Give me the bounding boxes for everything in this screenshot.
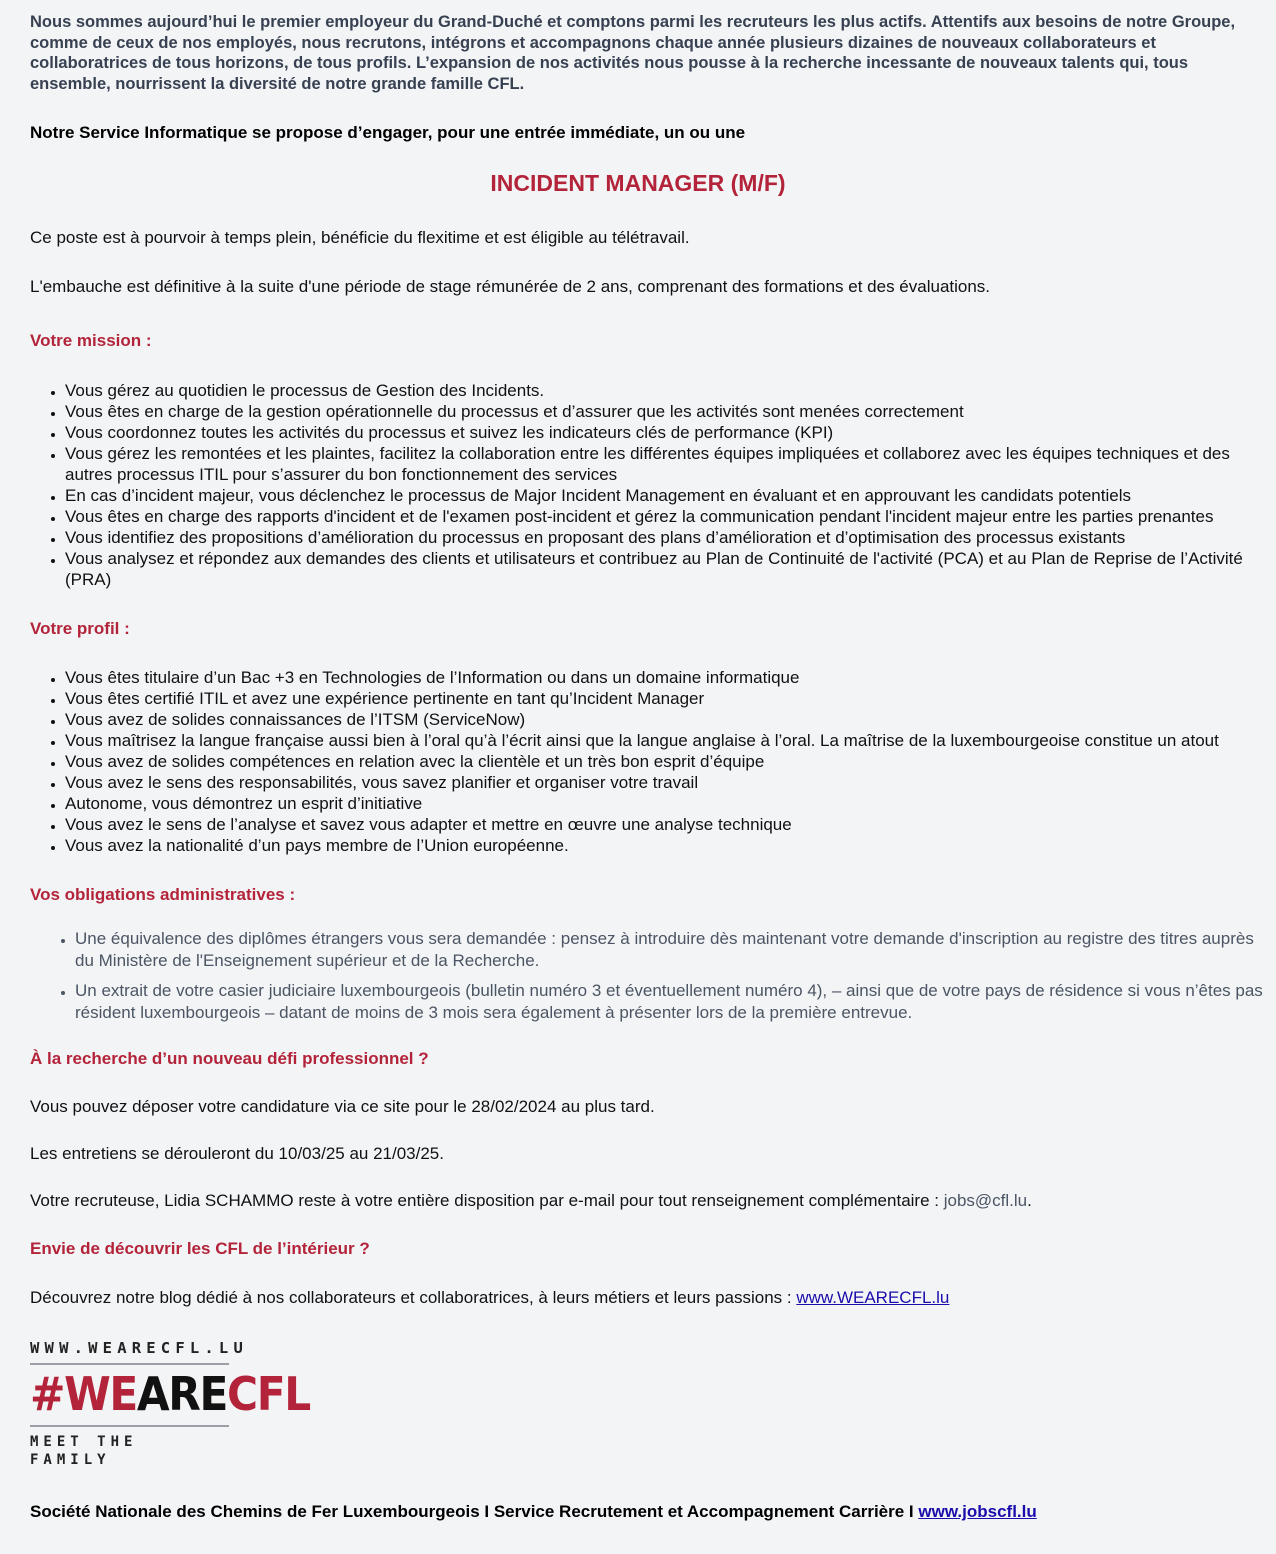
profile-item: • Vous êtes titulaire d’un Bac +3 en Technologies de l’Information ou dans un domaine informatique xyxy=(65,667,1266,688)
obligation-item: • Un extrait de votre casier judiciaire luxembourgeois (bulletin numéro 3 et éventuellement numéro 4), – ainsi que de votre pays de résidence si vous n’êtes pas résident luxembourgeois – datant de moins de 3 mois sera également à présenter lors de la première entrevue. xyxy=(75,980,1266,1023)
profile-item: • Autonome, vous démontrez un esprit d’initiative xyxy=(65,793,1266,814)
profile-item: • Vous avez de solides compétences en relation avec la clientèle et un très bon esprit d’équipe xyxy=(65,751,1266,772)
logo-divider xyxy=(30,1425,229,1427)
profile-item: • Vous avez de solides connaissances de l’ITSM (ServiceNow) xyxy=(65,709,1266,730)
contact-paragraph xyxy=(30,1190,1266,1211)
mission-item: • Vous êtes en charge des rapports d'incident et de l'examen post-incident et gérez la communication pendant l'incident majeur entre les parties prenantes xyxy=(65,506,1266,527)
logo-url-text: WWW.WEARECFL.LU xyxy=(30,1339,248,1357)
mission-item: • Vous gérez au quotidien le processus de Gestion des Incidents. xyxy=(65,380,1266,401)
logo-are: ARE xyxy=(136,1367,228,1421)
mission-heading: Votre mission : xyxy=(30,331,152,350)
contact-email[interactable]: jobs@cfl.lu xyxy=(943,1191,1028,1210)
wearecfl-logo xyxy=(30,1339,310,1469)
profile-item: • Vous avez la nationalité d’un pays membre de l’Union européenne. xyxy=(65,835,1266,856)
mission-item: • Vous gérez les remontées et les plaintes, facilitez la collaboration entre les différentes équipes impliquées et collaborez avec les équipes techniques et des autres processus ITIL pour s’assurer du bon fonctionnement des services xyxy=(65,443,1266,485)
condition-probation: L'embauche est définitive à la suite d'une période de stage rémunérée de 2 ans, comprenant des formations et des évaluations. xyxy=(30,277,991,296)
jobscfl-link[interactable]: www.jobscfl.lu xyxy=(918,1502,1037,1521)
mission-item: • En cas d’incident majeur, vous déclenchez le processus de Major Incident Management en évaluant et en approuvant les candidats potentiels xyxy=(65,485,1266,506)
lead-sentence: Notre Service Informatique se propose d’engager, pour une entrée immédiate, un ou une xyxy=(30,123,746,142)
contact-text: Votre recruteuse, Lidia SCHAMMO reste à votre entière disposition par e-mail pour tout renseignement complémentaire : xyxy=(30,1191,944,1210)
profile-list xyxy=(30,667,1266,856)
profile-heading: Votre profil : xyxy=(30,619,130,638)
interview-dates: Les entretiens se dérouleront du 10/03/25 au 21/03/25. xyxy=(30,1144,444,1163)
obligations-list xyxy=(30,928,1266,1023)
challenge-heading: À la recherche d’un nouveau défi professionnel ? xyxy=(30,1049,429,1068)
discover-heading: Envie de découvrir les CFL de l’intérieur ? xyxy=(30,1239,370,1258)
discover-text: Découvrez notre blog dédié à nos collaborateurs et collaboratrices, à leurs métiers et leurs passions : xyxy=(30,1288,797,1307)
mission-item: • Vous analysez et répondez aux demandes des clients et utilisateurs et contribuez au Plan de Continuité de l'activité (PCA) et au Plan de Reprise de l’Activité (PRA) xyxy=(65,548,1266,590)
job-title: INCIDENT MANAGER (M/F) xyxy=(490,170,786,196)
logo-tagline: MEET THE FAMILY xyxy=(30,1434,138,1468)
profile-item: • Vous êtes certifié ITIL et avez une expérience pertinente en tant qu’Incident Manager xyxy=(65,688,1266,709)
mission-list xyxy=(30,380,1266,590)
obligation-item: • Une équivalence des diplômes étrangers vous sera demandée : pensez à introduire dès maintenant votre demande d'inscription au registre des titres auprès du Ministère de l'Enseignement supérieur et de la Recherche. xyxy=(75,928,1266,971)
profile-item: • Vous maîtrisez la langue française aussi bien à l’oral qu’à l’écrit ainsi que la langue anglaise à l’oral. La maîtrise de la luxembourgeoise constitue un atout xyxy=(65,730,1266,751)
profile-item: • Vous avez le sens des responsabilités, vous savez planifier et organiser votre travail xyxy=(65,772,1266,793)
logo-divider xyxy=(30,1363,229,1365)
logo-cfl: CFL xyxy=(227,1367,310,1421)
profile-item: • Vous avez le sens de l’analyse et savez vous adapter et mettre en œuvre une analyse technique xyxy=(65,814,1266,835)
mission-item: • Vous identifiez des propositions d’amélioration du processus en proposant des plans d’amélioration et d’optimisation des processus existants xyxy=(65,527,1266,548)
condition-fulltime: Ce poste est à pourvoir à temps plein, bénéficie du flexitime et est éligible au télétravail. xyxy=(30,228,690,247)
footer-text: Société Nationale des Chemins de Fer Luxembourgeois I Service Recrutement et Accompagnement Carrière I xyxy=(30,1502,919,1521)
discover-paragraph xyxy=(30,1287,1266,1308)
logo-hashtag xyxy=(30,1367,310,1421)
wearecfl-link[interactable]: www.WEARECFL.lu xyxy=(796,1288,950,1307)
footer xyxy=(30,1501,1266,1522)
intro-paragraph: Nous sommes aujourd’hui le premier employeur du Grand-Duché et comptons parmi les recruteurs les plus actifs. Attentifs aux besoins de notre Groupe, comme de ceux de nos employés, nous recrutons, intégrons et accompagnons chaque année plusieurs dizaines de nouveaux collaborateurs et collaboratrices de tous horizons, de tous profils. L’expansion de nos activités nous pousse à la recherche incessante de nouveaux talents qui, tous ensemble, nourrissent la diversité de notre grande famille CFL. xyxy=(30,13,1236,93)
mission-item: • Vous coordonnez toutes les activités du processus et suivez les indicateurs clés de performance (KPI) xyxy=(65,422,1266,443)
application-deadline: Vous pouvez déposer votre candidature via ce site pour le 28/02/2024 au plus tard. xyxy=(30,1097,655,1116)
logo-we: #WE xyxy=(30,1367,137,1421)
mission-item: • Vous êtes en charge de la gestion opérationnelle du processus et d’assurer que les activités sont menées correctement xyxy=(65,401,1266,422)
obligations-heading: Vos obligations administratives : xyxy=(30,885,296,904)
contact-end: . xyxy=(1027,1191,1032,1210)
